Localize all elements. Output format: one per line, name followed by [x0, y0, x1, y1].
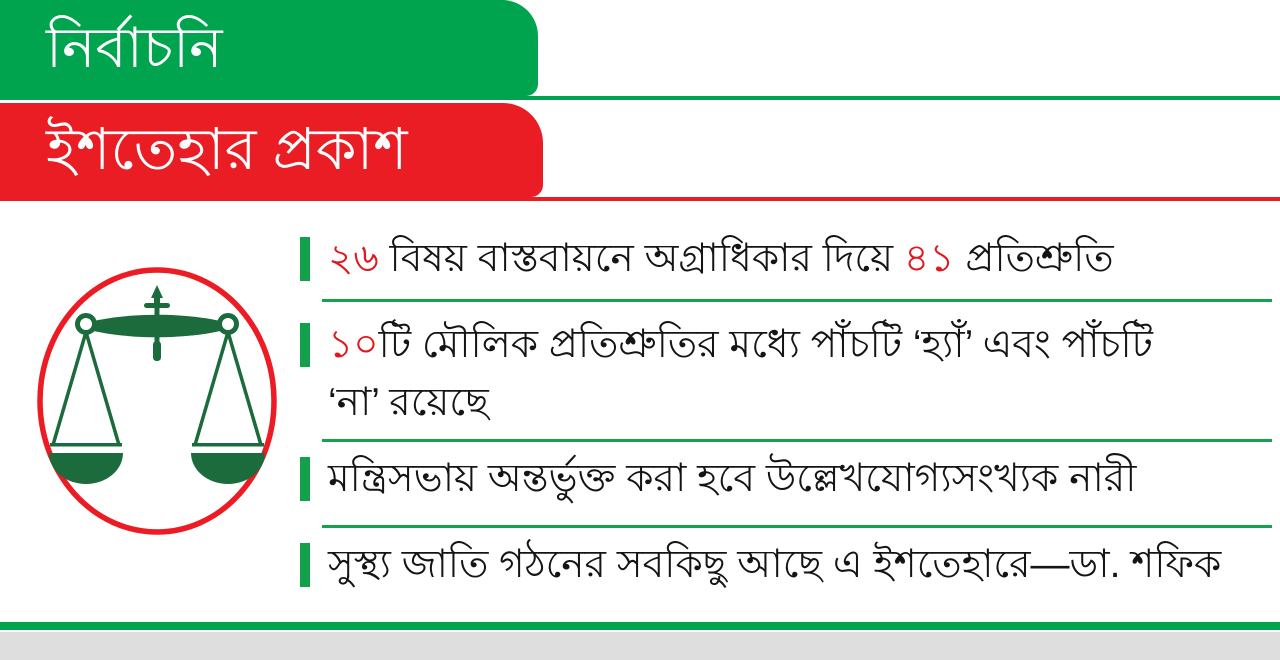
balance-scales-icon	[35, 265, 279, 537]
footer-gray-strip	[0, 632, 1280, 660]
bullet-marker	[300, 323, 310, 367]
bullet-marker	[300, 457, 310, 501]
kicker-text: নির্বাচনি	[46, 16, 223, 79]
green-underline	[0, 96, 1280, 100]
bullet-text: ২৬ বিষয় বাস্তবায়নে অগ্রাধিকার দিয়ে ৪১ প্রতিশ্রুতি	[328, 237, 1114, 280]
bullet-text: ১০টি মৌলিক প্রতিশ্রুতির মধ্যে পাঁচটি ‘হ্যাঁ’ এবং পাঁচটি ‘না’ রয়েছে	[328, 323, 1153, 424]
bullet-item	[300, 536, 1272, 594]
kicker-banner	[0, 0, 538, 96]
highlight-number: ২৬	[328, 237, 379, 280]
bullet-item	[300, 450, 1272, 508]
bullet-text: সুস্থ্য জাতি গঠনের সবকিছু আছে এ ইশতেহারে—ডা. শফিক	[328, 543, 1222, 586]
bullet-text: মন্ত্রিসভায় অন্তর্ভুক্ত করা হবে উল্লেখযোগ্যসংখ্যক নারী	[328, 457, 1137, 500]
red-underline	[0, 197, 1280, 201]
bullet-item	[300, 230, 1272, 288]
footer-green-bar	[0, 622, 1280, 630]
separator-line	[322, 525, 1272, 528]
highlight-number: ৪১	[903, 237, 955, 280]
bullet-marker	[300, 543, 310, 587]
title-banner	[0, 103, 543, 197]
bullet-item	[300, 316, 1212, 432]
title-text: ইশতেহার প্রকাশ	[46, 117, 408, 182]
bullet-marker	[300, 237, 310, 281]
highlight-number: ১০	[328, 323, 379, 366]
separator-line	[322, 439, 1272, 442]
separator-line	[322, 299, 1272, 302]
